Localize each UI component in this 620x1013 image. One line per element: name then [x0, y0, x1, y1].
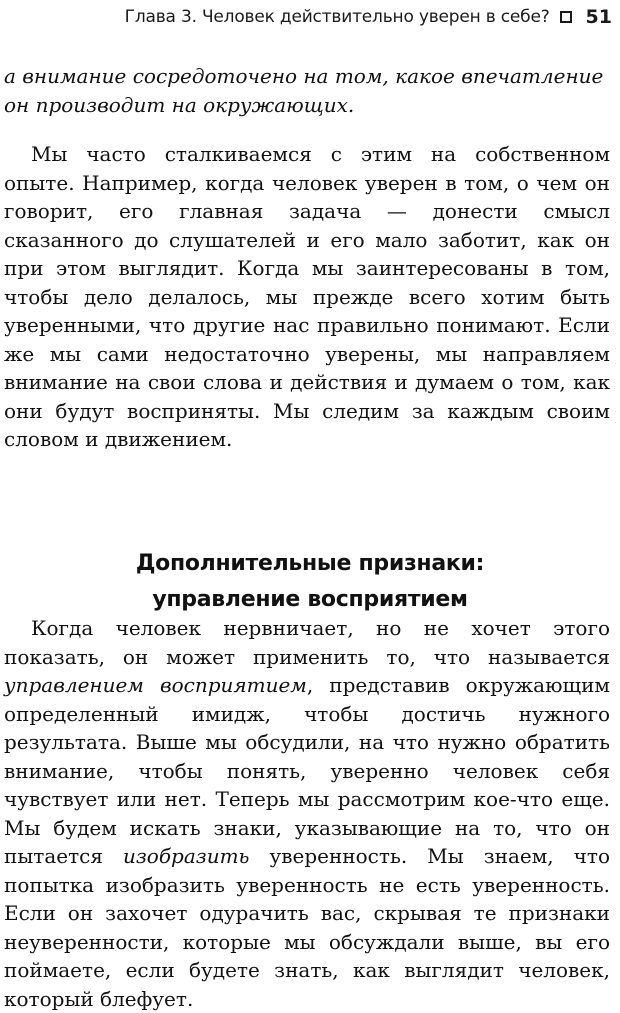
- paragraph-1-block: [4, 140, 610, 454]
- square-box-icon: [560, 11, 572, 23]
- intro-italic-text: [4, 62, 610, 119]
- paragraph-2-block: [4, 614, 610, 1013]
- chapter-title: Глава 3. Человек действительно уверен в себе?: [124, 7, 550, 27]
- paragraph-2-italic-term-1: управлением восприятием: [4, 673, 307, 697]
- paragraph-2-part-3: уверенность. Мы знаем, что попытка изобразить уверенность не есть уверенность. Если он захочет одурачить вас, скрывая те признаки неуверенности, которые мы обсуждали выше, вы его поймаете, если будете знать, как выглядит человек, который блефует.: [4, 844, 611, 1011]
- section-heading-line-1: Дополнительные признаки:: [135, 551, 485, 577]
- paragraph-1: Мы часто сталкиваемся с этим на собственном опыте. Например, когда человек уверен в том, о чем он говорит, его главная задача — донести смысл сказанного до слушателей и его мало заботит, как он при этом выглядит. Когда мы заинтересованы в том, чтобы дело делалось, мы прежде всего хотим быть уверенными, что другие нас правильно понимают. Если же мы сами недостаточно уверены, мы направляем внимание на свои слова и действия и думаем о том, как они будут восприняты. Мы следим за каждым своим словом и движением.: [4, 142, 610, 451]
- paragraph-2-part-2: , представив окружающим определенный имидж, чтобы достичь нужного результата. Выше мы обсудили, на что нужно обратить внимание, чтобы понять, уверенно человек себя чувствует или нет. Теперь мы рассмотрим кое-что еще. Мы будем искать знаки, указывающие на то, что он пытается: [4, 673, 610, 868]
- intro-italic-paragraph: а внимание сосредоточено на том, какое впечатление он производит на окружающих.: [4, 64, 604, 117]
- paragraph-2: [4, 614, 610, 1013]
- running-head: [120, 2, 612, 32]
- page-number: 51: [585, 6, 612, 28]
- paragraph-2-part-1: Когда человек нервничает, но не хочет этого показать, он может применить то, что называется: [4, 616, 610, 669]
- paragraph-2-italic-term-2: изобразить: [123, 844, 250, 868]
- section-heading-line-2: управление восприятием: [152, 587, 468, 613]
- section-heading: [0, 546, 620, 618]
